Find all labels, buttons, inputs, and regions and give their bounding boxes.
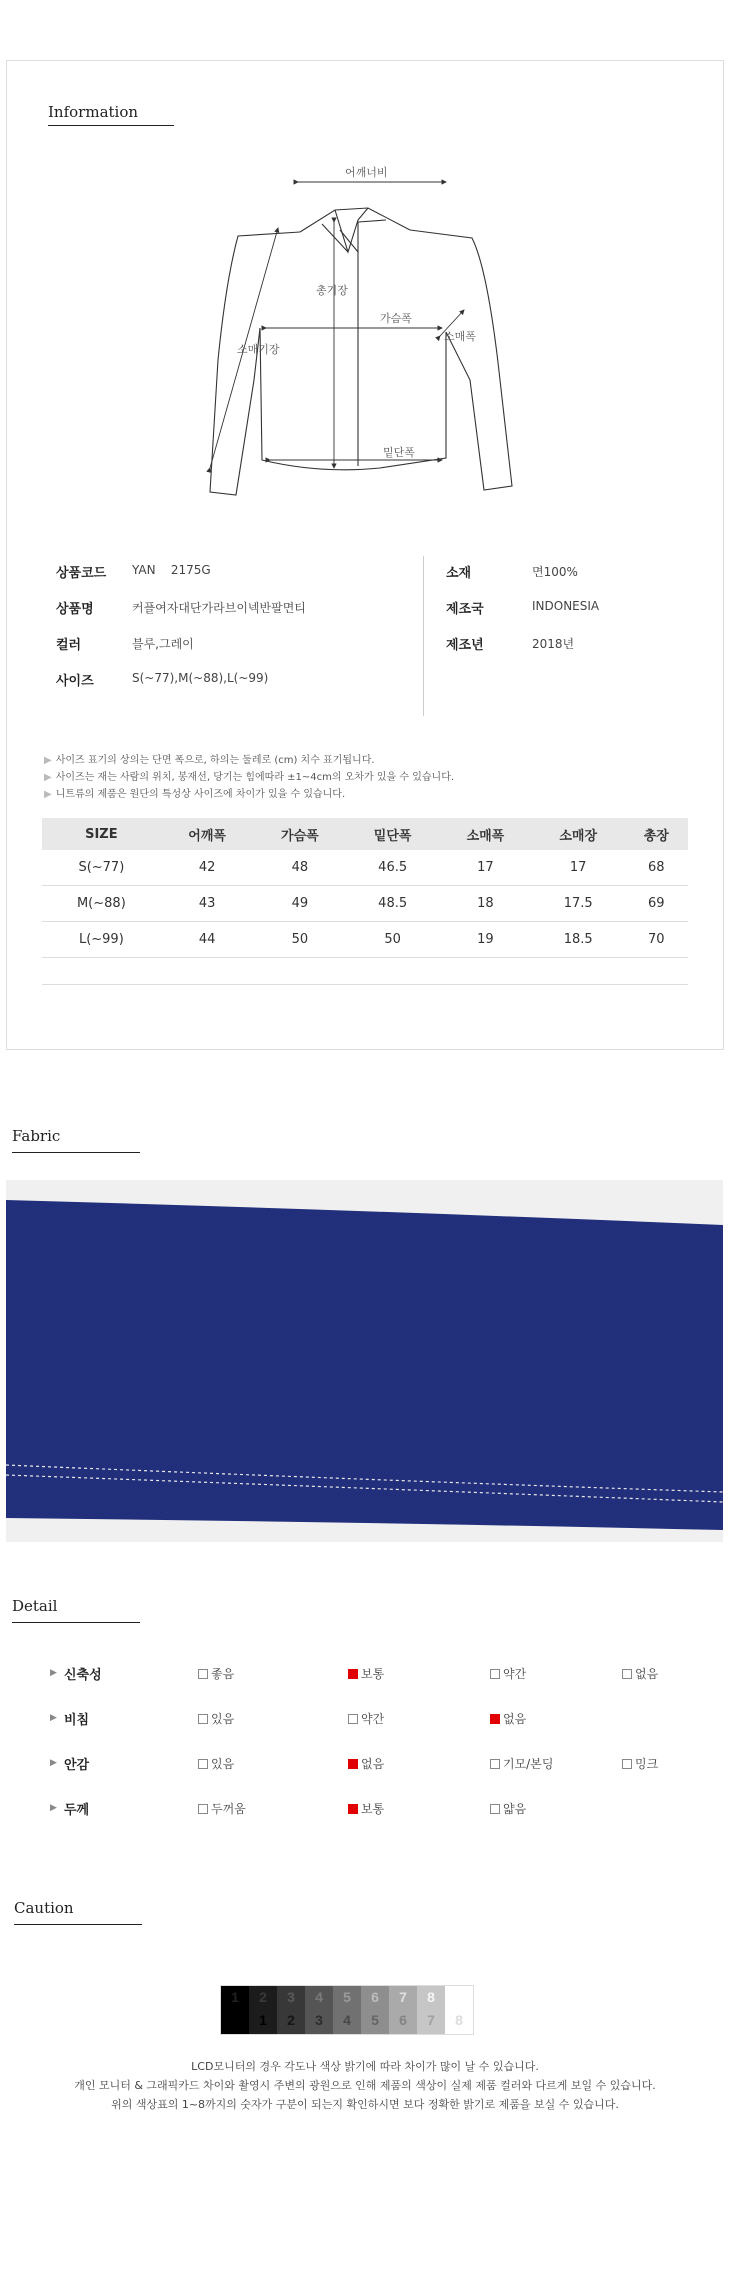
detail-option xyxy=(348,1800,384,1817)
triangle-bullet-icon: ▶ xyxy=(50,1713,57,1723)
size-notes xyxy=(44,752,454,803)
detail-title: Detail xyxy=(12,1597,58,1615)
brightness-swatch-strip xyxy=(220,1985,474,2035)
triangle-bullet-icon: ▶ xyxy=(44,755,52,766)
detail-option-text: 보통 xyxy=(361,1802,385,1816)
triangle-bullet-icon: ▶ xyxy=(44,789,52,800)
detail-option-text: 있음 xyxy=(211,1757,235,1771)
table-cell: 48.5 xyxy=(346,886,439,922)
table-cell: 48 xyxy=(254,850,347,886)
spec-label-material: 소재 xyxy=(446,566,472,581)
detail-label-lining: 안감 xyxy=(64,1758,90,1773)
table-bottom-rule xyxy=(42,984,688,985)
checkbox-icon xyxy=(198,1804,208,1814)
size-note xyxy=(44,752,454,769)
detail-option-text: 얇음 xyxy=(503,1802,527,1816)
checkbox-icon xyxy=(490,1669,500,1679)
brightness-swatch xyxy=(221,1986,249,2034)
spec-value-color: 블루,그레이 xyxy=(132,637,194,651)
table-cell: 49 xyxy=(254,886,347,922)
spec-label-size: 사이즈 xyxy=(56,674,94,689)
brightness-swatch xyxy=(305,1986,333,2034)
label-sleeve-width: 소매폭 xyxy=(444,330,476,343)
swatch-top-number: 6 xyxy=(371,1989,379,2005)
size-note xyxy=(44,786,454,803)
size-note xyxy=(44,769,454,786)
swatch-top-number: 4 xyxy=(315,1989,323,2005)
table-row xyxy=(42,886,688,922)
detail-option xyxy=(490,1710,526,1727)
detail-label-sheerness: 비침 xyxy=(64,1713,90,1728)
table-cell: 42 xyxy=(161,850,254,886)
table-row xyxy=(42,922,688,958)
swatch-bottom-number: 4 xyxy=(343,2012,351,2028)
size-table-header-cell: 가슴폭 xyxy=(254,818,347,850)
detail-label-thickness: 두께 xyxy=(64,1803,90,1818)
detail-option-text: 없음 xyxy=(361,1757,385,1771)
detail-option xyxy=(348,1710,384,1727)
table-cell: 43 xyxy=(161,886,254,922)
table-cell: 50 xyxy=(254,922,347,958)
swatch-top-number: 5 xyxy=(343,1989,351,2005)
label-hem: 밑단폭 xyxy=(383,446,415,459)
caution-title: Caution xyxy=(14,1899,74,1917)
detail-option-text: 있음 xyxy=(211,1712,235,1726)
caution-title-underline xyxy=(14,1924,142,1925)
detail-option xyxy=(622,1755,658,1772)
size-table-header-cell: 소매폭 xyxy=(439,818,532,850)
table-cell: 69 xyxy=(625,886,688,922)
detail-option-text: 보통 xyxy=(361,1667,385,1681)
checkbox-icon xyxy=(198,1759,208,1769)
spec-value-code: YAN 2175G xyxy=(132,563,211,577)
detail-option xyxy=(622,1665,658,1682)
fabric-texture xyxy=(6,1180,723,1542)
swatch-top-number: 3 xyxy=(287,1989,295,2005)
fabric-title-underline xyxy=(12,1152,140,1153)
spec-label-color: 컬러 xyxy=(56,638,82,653)
detail-option xyxy=(348,1755,384,1772)
spec-label-name: 상품명 xyxy=(56,602,94,617)
brightness-swatch xyxy=(361,1986,389,2034)
spec-value-year: 2018년 xyxy=(532,637,575,651)
checked-box-icon xyxy=(348,1669,358,1679)
table-cell: 17 xyxy=(439,850,532,886)
triangle-bullet-icon: ▶ xyxy=(44,772,52,783)
table-cell: 50 xyxy=(346,922,439,958)
size-note-text: 사이즈 표기의 상의는 단면 폭으로, 하의는 둘레로 (cm) 치수 표기됩니다. xyxy=(55,755,375,766)
triangle-bullet-icon: ▶ xyxy=(50,1758,57,1768)
size-table-header-cell: SIZE xyxy=(42,818,161,850)
table-cell: M(~88) xyxy=(42,886,161,922)
garment-size-diagram xyxy=(200,160,530,500)
detail-option-text: 약간 xyxy=(503,1667,527,1681)
swatch-bottom-number: 2 xyxy=(287,2012,295,2028)
label-sleeve-length: 소매기장 xyxy=(237,343,280,356)
size-table-header xyxy=(42,818,688,850)
size-table xyxy=(42,818,688,958)
swatch-bottom-number: 8 xyxy=(455,2012,463,2028)
detail-option xyxy=(490,1755,553,1772)
information-title: Information xyxy=(48,103,139,121)
swatch-bottom-number: 3 xyxy=(315,2012,323,2028)
checkbox-icon xyxy=(198,1714,208,1724)
checked-box-icon xyxy=(348,1804,358,1814)
spec-label-year: 제조년 xyxy=(446,638,484,653)
detail-option-text: 없음 xyxy=(635,1667,659,1681)
table-cell: 70 xyxy=(625,922,688,958)
detail-option xyxy=(348,1665,384,1682)
size-note-text: 니트류의 제품은 원단의 특성상 사이즈에 차이가 있을 수 있습니다. xyxy=(55,789,346,800)
brightness-swatch xyxy=(249,1986,277,2034)
checkbox-icon xyxy=(490,1759,500,1769)
label-total-length: 총기장 xyxy=(316,284,348,297)
detail-option-text: 없음 xyxy=(503,1712,527,1726)
information-title-underline xyxy=(48,125,174,126)
triangle-bullet-icon: ▶ xyxy=(50,1668,57,1678)
size-table-header-cell: 어깨폭 xyxy=(161,818,254,850)
spec-label-country: 제조국 xyxy=(446,602,484,617)
checkbox-icon xyxy=(622,1669,632,1679)
caution-note: 개인 모니터 & 그래픽카드 차이와 촬영시 주변의 광원으로 인해 제품의 색상이 실제 제품 컬러와 다르게 보일 수 있습니다. xyxy=(74,2079,656,2092)
detail-option-text: 밍크 xyxy=(635,1757,659,1771)
label-shoulder: 어깨너비 xyxy=(345,166,388,179)
swatch-top-number: 8 xyxy=(427,1989,435,2005)
swatch-top-number: 2 xyxy=(259,1989,267,2005)
detail-label-stretch: 신축성 xyxy=(64,1668,102,1683)
table-cell: L(~99) xyxy=(42,922,161,958)
brightness-swatch xyxy=(445,1986,473,2034)
table-cell: S(~77) xyxy=(42,850,161,886)
size-table-header-cell: 밑단폭 xyxy=(346,818,439,850)
brightness-swatch xyxy=(417,1986,445,2034)
size-table-header-cell: 소매장 xyxy=(532,818,625,850)
size-table-header-cell: 총장 xyxy=(625,818,688,850)
spec-divider xyxy=(423,556,424,716)
table-cell: 19 xyxy=(439,922,532,958)
triangle-bullet-icon: ▶ xyxy=(50,1803,57,1813)
caution-notes xyxy=(0,2057,730,2114)
swatch-bottom-number: 1 xyxy=(259,2012,267,2028)
table-cell: 18 xyxy=(439,886,532,922)
detail-option-text: 약간 xyxy=(361,1712,385,1726)
fabric-swatch-image xyxy=(6,1180,723,1542)
detail-option xyxy=(490,1800,526,1817)
table-cell: 68 xyxy=(625,850,688,886)
checked-box-icon xyxy=(490,1714,500,1724)
spec-value-size: S(~77),M(~88),L(~99) xyxy=(132,671,269,685)
detail-option xyxy=(198,1665,234,1682)
caution-note: 위의 색상표의 1~8까지의 숫자가 구분이 되는지 확인하시면 보다 정확한 밝기로 제품을 보실 수 있습니다. xyxy=(111,2098,619,2111)
brightness-swatch xyxy=(277,1986,305,2034)
table-cell: 17.5 xyxy=(532,886,625,922)
detail-option xyxy=(198,1755,234,1772)
swatch-top-number: 7 xyxy=(399,1989,407,2005)
label-chest: 가슴폭 xyxy=(380,312,412,325)
brightness-swatch xyxy=(333,1986,361,2034)
spec-value-country: INDONESIA xyxy=(532,599,600,613)
table-row xyxy=(42,850,688,886)
checkbox-icon xyxy=(622,1759,632,1769)
detail-option-text: 좋음 xyxy=(211,1667,235,1681)
detail-title-underline xyxy=(12,1622,140,1623)
checked-box-icon xyxy=(348,1759,358,1769)
size-note-text: 사이즈는 재는 사람의 위치, 봉재선, 당기는 힘에따라 ±1~4cm의 오차가 있을 수 있습니다. xyxy=(55,772,455,783)
detail-option xyxy=(198,1800,246,1817)
detail-option xyxy=(490,1665,526,1682)
swatch-bottom-number: 7 xyxy=(427,2012,435,2028)
brightness-swatch xyxy=(389,1986,417,2034)
table-cell: 18.5 xyxy=(532,922,625,958)
checkbox-icon xyxy=(198,1669,208,1679)
spec-value-material: 면100% xyxy=(532,565,578,579)
swatch-top-number: 1 xyxy=(231,1989,239,2005)
checkbox-icon xyxy=(348,1714,358,1724)
detail-option-text: 두꺼움 xyxy=(211,1802,246,1816)
fabric-title: Fabric xyxy=(12,1127,61,1145)
checkbox-icon xyxy=(490,1804,500,1814)
table-cell: 17 xyxy=(532,850,625,886)
detail-option-text: 기모/본딩 xyxy=(503,1757,554,1771)
caution-note: LCD모니터의 경우 각도나 색상 밝기에 따라 차이가 많이 날 수 있습니다. xyxy=(191,2060,539,2073)
table-cell: 44 xyxy=(161,922,254,958)
swatch-bottom-number: 6 xyxy=(399,2012,407,2028)
spec-label-code: 상품코드 xyxy=(56,566,107,581)
spec-value-name: 커플여자대단가라브이넥반팔면티 xyxy=(132,601,306,615)
detail-option xyxy=(198,1710,234,1727)
table-cell: 46.5 xyxy=(346,850,439,886)
swatch-bottom-number: 5 xyxy=(371,2012,379,2028)
